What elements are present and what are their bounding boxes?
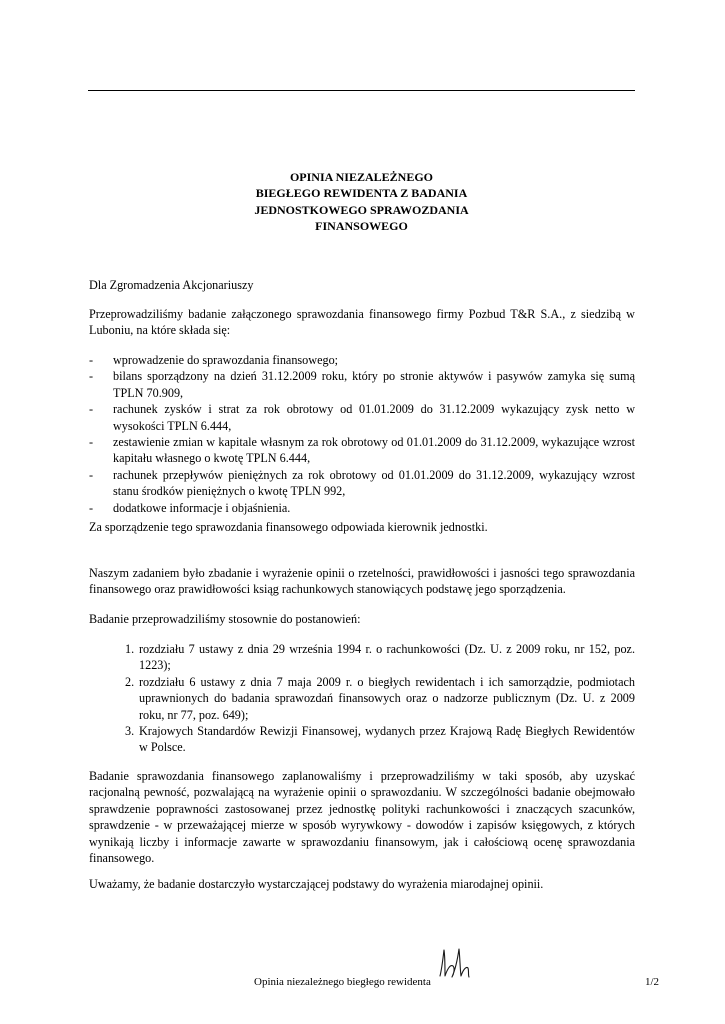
page-number: 1/2 [645,976,660,988]
responsibility-statement: Za sporządzenie tego sprawozdania finansowego odpowiada kierownik jednostki. [89,520,488,534]
title-line: JEDNOSTKOWEGO SPRAWOZDANIA [254,202,469,217]
list-item [89,500,635,516]
numbered-list [125,641,635,756]
basis-intro: Badanie przeprowadziliśmy stosownie do postanowień: [89,612,361,626]
provisions-list [125,641,635,756]
list-item [89,467,635,500]
list-item [89,434,635,467]
intro-paragraph [89,306,635,339]
list-marker: 2. [125,674,135,689]
components-list [89,352,635,516]
list-marker: - [89,369,94,384]
list-item [125,641,635,674]
list-item [89,401,635,434]
list-marker: - [89,467,94,482]
signature-initials [436,946,472,980]
list-item-text: rachunek przepływów pieniężnych za rok obrotowy od 01.01.2009 do 31.12.2009, wykazujący wzrost stanu środków pieniężnych o kwotę TPLN 992, [113,467,635,499]
list-item-text: zestawienie zmian w kapitale własnym za rok obrotowy od 01.01.2009 do 31.12.2009, wykazujące wzrost kapitału własnego o kwotę TPLN 6.444, [113,435,635,466]
dash-list [89,352,635,516]
text-line: sprawdzenie - w przeważającej mierze w sposób wyrywkowy - dowodów i zapisów księgowych, z których [89,818,635,833]
text-line: wynikają liczby i informacje zawarte w sprawozdaniu finansowym, jak i całościową ocenę sprawozdania [89,834,635,849]
list-marker: - [89,353,94,367]
document-title [88,169,635,234]
text-line: Przeprowadziliśmy badanie załączonego sprawozdania finansowego firmy Pozbud T&R S.A., z siedzibą w [89,307,635,321]
conclusion-statement: Uważamy, że badanie dostarczyło wystarczającej podstawy do wyrażenia miarodajnej opinii. [89,877,544,891]
list-marker: - [89,435,94,450]
list-marker: 1. [125,642,135,656]
text-line: finansowego oraz prawidłowości ksiąg rachunkowych stanowiących podstawę jego sporządzenia. [89,582,566,597]
title-line: FINANSOWEGO [315,218,408,233]
title-line: OPINIA NIEZALEŻNEGO [289,170,434,184]
list-marker: - [89,402,94,417]
text-line: finansowego. [89,851,155,866]
text-line: Badanie sprawozdania finansowego zaplanowaliśmy i przeprowadziliśmy w taki sposób, aby uzyskać [89,769,635,783]
list-item [125,723,635,756]
list-item-text: rozdziału 7 ustawy z dnia 29 września 1994 r. o rachunkowości (Dz. U. z 2009 roku, nr 152, poz. 1223); [139,642,635,673]
list-item [89,352,635,368]
planning-paragraph [89,768,635,866]
list-marker: - [89,500,94,515]
addressee: Dla Zgromadzenia Akcjonariuszy [89,278,254,292]
list-item-text: Krajowych Standardów Rewizji Finansowej, wydanych przez Krajową Radę Biegłych Rewidentów w Polsce. [139,724,635,755]
list-item-text: bilans sporządzony na dzień 31.12.2009 roku, który po stronie aktywów i pasywów zamyka się sumą TPLN 70.909, [113,369,635,400]
list-item-text: rachunek zysków i strat za rok obrotowy od 01.01.2009 do 31.12.2009 wykazujący zysk netto w wysokości TPLN 6.444, [113,402,635,433]
list-item [125,674,635,723]
task-paragraph [89,565,635,598]
list-item-text: rozdziału 6 ustawy z dnia 7 maja 2009 r. o biegłych rewidentach i ich samorządzie, podmiotach uprawnionych do badania sprawozdań finansowych oraz o nadzorze publicznym (Dz. U. z 2009 roku, nr 77, poz. 649); [139,674,635,722]
text-line: racjonalną pewność, pozwalającą na wyrażenie opinii o sprawozdaniu. W szczególności badanie obejmowało [89,785,635,800]
header-rule [88,90,635,91]
list-item-text: dodatkowe informacje i objaśnienia. [113,500,291,515]
list-item-text: wprowadzenie do sprawozdania finansowego; [113,353,339,367]
footer-title: Opinia niezależnego biegłego rewidenta [254,976,431,988]
title-line: BIEGŁEGO REWIDENTA Z BADANIA [255,186,468,201]
list-item [89,368,635,401]
text-line: Luboniu, na które składa się: [89,323,231,338]
list-marker: 3. [125,724,135,739]
text-line: Naszym zadaniem było zbadanie i wyrażenie opinii o rzetelności, prawidłowości i jasności tego sprawozdania [89,566,635,580]
text-line: sprawdzenie poprawności zastosowanej przez jednostkę polityki rachunkowości i znaczących szacunków, [89,801,635,816]
